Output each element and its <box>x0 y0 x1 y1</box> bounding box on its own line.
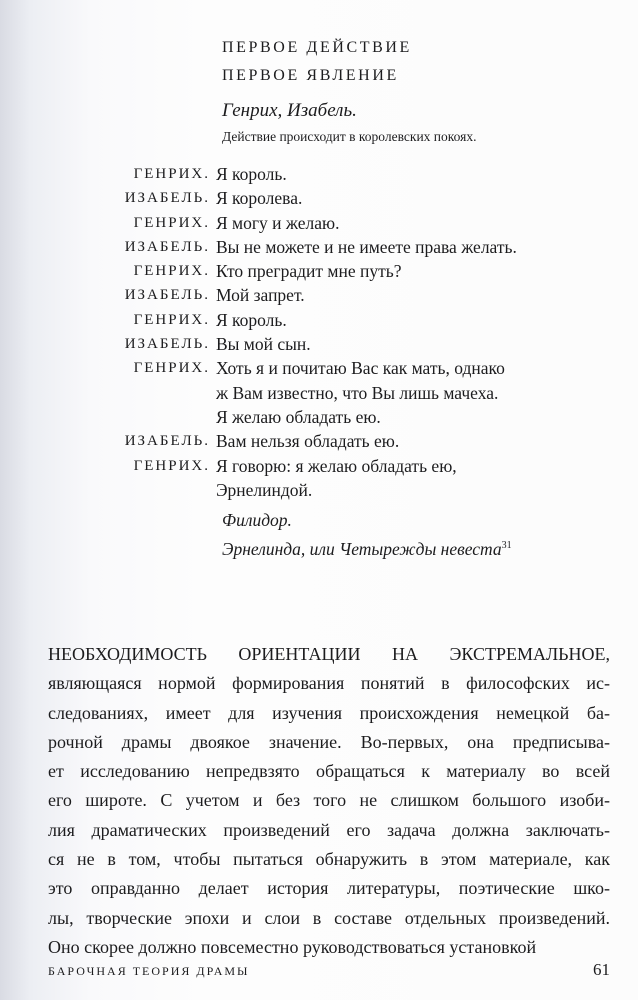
speaker-name: ГЕНРИХ. <box>133 214 210 231</box>
paragraph-line: его широте. С учетом и без того не слишком большого изоби- <box>48 790 610 811</box>
speaker-name <box>0 478 216 502</box>
scene-heading: ПЕРВОЕ ЯВЛЕНИЕ <box>222 67 399 84</box>
speech-text: Кто преградит мне путь? <box>216 261 402 282</box>
paragraph-line: Оно скорее должно повсеместно руководствоваться установкой <box>48 936 537 957</box>
speech-text: Я желаю обладать ею. <box>216 406 381 427</box>
speaker-name: ГЕНРИХ. <box>133 360 210 377</box>
paragraph-line: лия драматических произведений его задача должна заключать- <box>48 819 610 840</box>
speech-text: Хоть я и почитаю Вас как мать, однако <box>216 358 505 379</box>
speaker-name: ГЕНРИХ. <box>133 311 210 328</box>
speech-text: Мой запрет. <box>216 285 305 306</box>
paragraph-line: ся не в том, чтобы пытаться обнаружить в этом материале, как <box>48 849 610 870</box>
quote-source <box>222 507 512 562</box>
paragraph-line: рочной драмы двоякое значение. Во-первых, она предписыва- <box>48 731 610 752</box>
dialogue-line <box>0 381 638 405</box>
dialogue-line <box>0 332 638 356</box>
setting-note: Действие происходит в королевских покоях. <box>222 129 477 144</box>
speaker-name: ГЕНРИХ. <box>133 457 210 474</box>
speaker-name: ГЕНРИХ. <box>133 166 210 182</box>
page-footer <box>48 960 610 980</box>
dialogue-line <box>0 356 638 380</box>
paragraph-line: лы, творческие эпохи и слои в составе отдельных произведений. <box>48 907 610 928</box>
paragraph-line: это оправданно делает история литературы, поэтические шко- <box>48 878 610 899</box>
dialogue-line <box>0 405 638 429</box>
dialogue-line <box>0 162 638 186</box>
page-number: 61 <box>593 960 610 979</box>
speaker-name: ИЗАБЕЛЬ. <box>124 238 210 255</box>
dialogue-line <box>0 211 638 235</box>
speech-text: Я король. <box>216 309 287 330</box>
footnote-ref: 31 <box>501 540 512 551</box>
speaker-name: ИЗАБЕЛЬ. <box>124 433 210 450</box>
speech-text: Эрнелиндой. <box>216 479 313 500</box>
dialogue <box>0 162 638 502</box>
speaker-name <box>0 405 216 429</box>
dialogue-line <box>0 429 638 453</box>
speaker-name: ГЕНРИХ. <box>133 263 210 280</box>
dialogue-line <box>0 259 638 283</box>
speaker-name: ИЗАБЕЛЬ. <box>124 190 210 207</box>
speech-text: Я король. <box>216 164 287 184</box>
dialogue-line <box>0 186 638 210</box>
dialogue-line <box>0 454 638 478</box>
body-paragraph <box>48 640 610 962</box>
speaker-name <box>0 381 216 405</box>
scene-header <box>222 34 476 145</box>
paragraph-line: ет исследованию непредвзято обращаться к материалу во всей <box>48 761 610 782</box>
dialogue-line <box>0 308 638 332</box>
dialogue-line <box>0 478 638 502</box>
speech-text: Я говорю: я желаю обладать ею, <box>216 455 457 476</box>
source-title: Эрнелинда, или Четырежды невеста$^{31}$ <box>222 538 512 559</box>
speech-text: Вам нельзя обладать ею. <box>216 431 400 452</box>
speaker-name: ИЗАБЕЛЬ. <box>124 287 210 304</box>
source-author: Филидор. <box>222 510 292 530</box>
paragraph-lead: НЕОБХОДИМОСТЬ ОРИЕНТАЦИИ НА ЭКСТРЕМАЛЬНОЕ, <box>48 644 610 664</box>
speech-text: Вы мой сын. <box>216 334 311 355</box>
speech-text: ж Вам известно, что Вы лишь мачеха. <box>216 382 499 403</box>
dialogue-line <box>0 283 638 307</box>
speaker-name: ИЗАБЕЛЬ. <box>124 336 210 353</box>
speech-text: Вы не можете и не имеете права желать. <box>216 236 517 257</box>
persons-list: Генрих, Изабель. <box>222 100 357 121</box>
dialogue-line <box>0 235 638 259</box>
speech-text: Я королева. <box>216 188 303 209</box>
act-heading: ПЕРВОЕ ДЕЙСТВИЕ <box>222 39 412 56</box>
running-title: БАРОЧНАЯ ТЕОРИЯ ДРАМЫ <box>48 964 250 978</box>
speech-text: Я могу и желаю. <box>216 212 340 233</box>
paragraph-line: следованиях, имеет для изучения происхождения немецкой ба- <box>48 702 610 723</box>
paragraph-line: являющаяся нормой формирования понятий в философских ис- <box>48 673 610 694</box>
